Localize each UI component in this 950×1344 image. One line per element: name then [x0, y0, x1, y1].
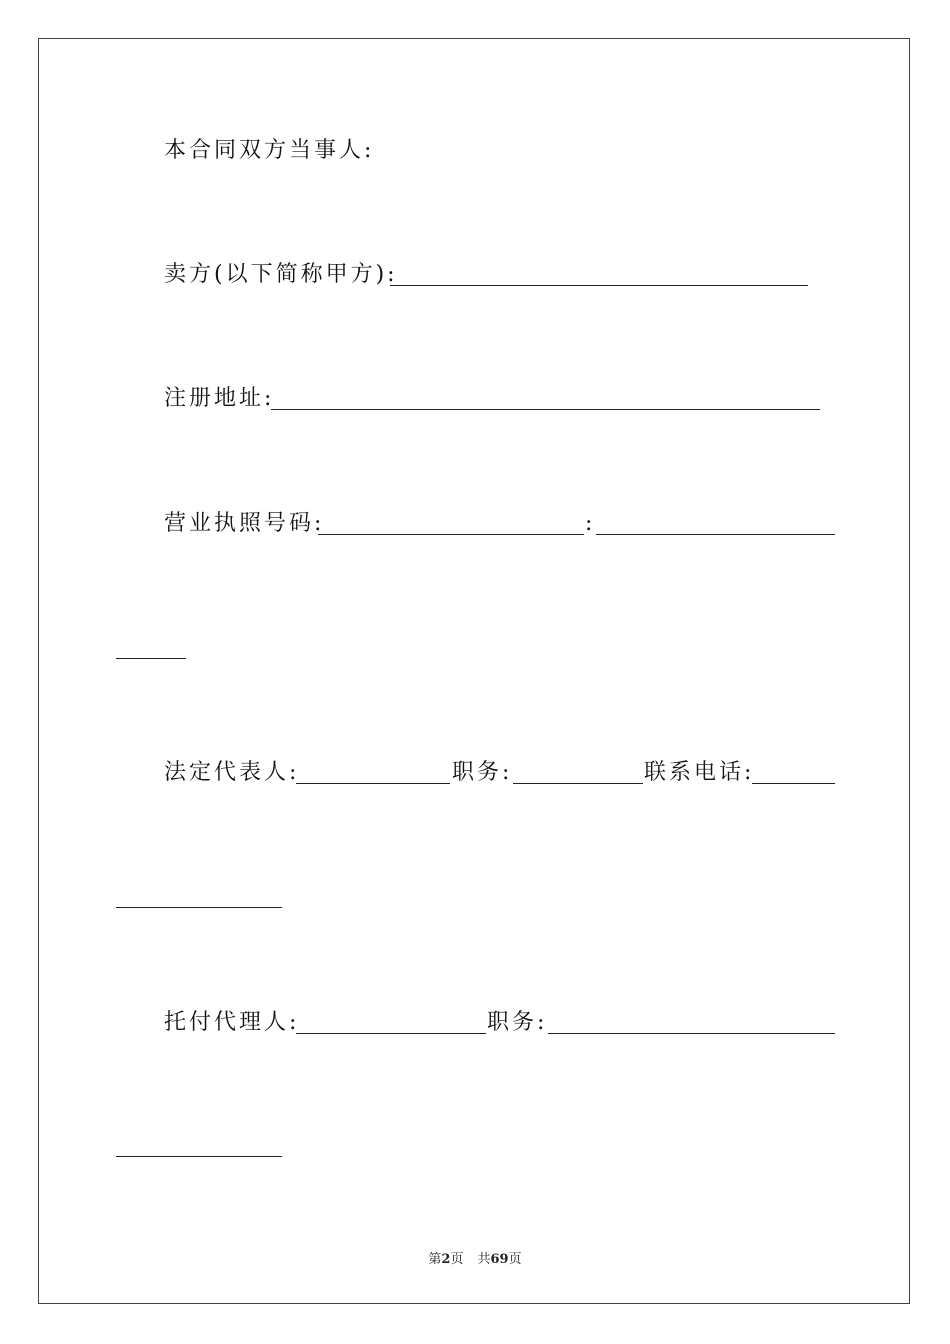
- license-number-blank[interactable]: [318, 534, 584, 535]
- legal-rep-label: 法定代表人:: [164, 760, 300, 785]
- page-prefix: 第: [428, 1252, 442, 1267]
- legal-rep-phone-label: 联系电话:: [644, 760, 755, 785]
- seller-name-blank[interactable]: [390, 285, 808, 286]
- agent-name-blank[interactable]: [296, 1033, 486, 1034]
- legal-rep-title-blank[interactable]: [513, 783, 643, 784]
- license-separator: :: [585, 511, 596, 536]
- page-number: 2: [441, 1252, 451, 1267]
- address-blank[interactable]: [271, 409, 820, 410]
- page-footer: [0, 1248, 950, 1267]
- agent-title-blank[interactable]: [548, 1033, 835, 1034]
- total-unit: 页: [508, 1252, 522, 1267]
- agent-continuation-blank[interactable]: [116, 1156, 282, 1157]
- license-label: 营业执照号码:: [164, 511, 325, 536]
- legal-rep-title-label: 职务:: [452, 760, 513, 785]
- total-prefix: 共: [477, 1252, 491, 1267]
- parties-heading: 本合同双方当事人:: [164, 138, 375, 163]
- legal-rep-continuation-blank[interactable]: [116, 907, 282, 908]
- page-frame: [38, 38, 910, 1304]
- legal-rep-phone-blank[interactable]: [752, 783, 835, 784]
- address-label: 注册地址:: [164, 386, 275, 411]
- agent-title-label: 职务:: [487, 1010, 548, 1035]
- legal-rep-name-blank[interactable]: [296, 783, 450, 784]
- license-extra-blank[interactable]: [596, 534, 835, 535]
- seller-label: 卖方(以下简称甲方):: [164, 262, 398, 287]
- total-pages: 69: [490, 1252, 509, 1267]
- page-unit: 页: [450, 1252, 464, 1267]
- license-continuation-blank[interactable]: [116, 658, 186, 659]
- agent-label: 托付代理人:: [164, 1010, 300, 1035]
